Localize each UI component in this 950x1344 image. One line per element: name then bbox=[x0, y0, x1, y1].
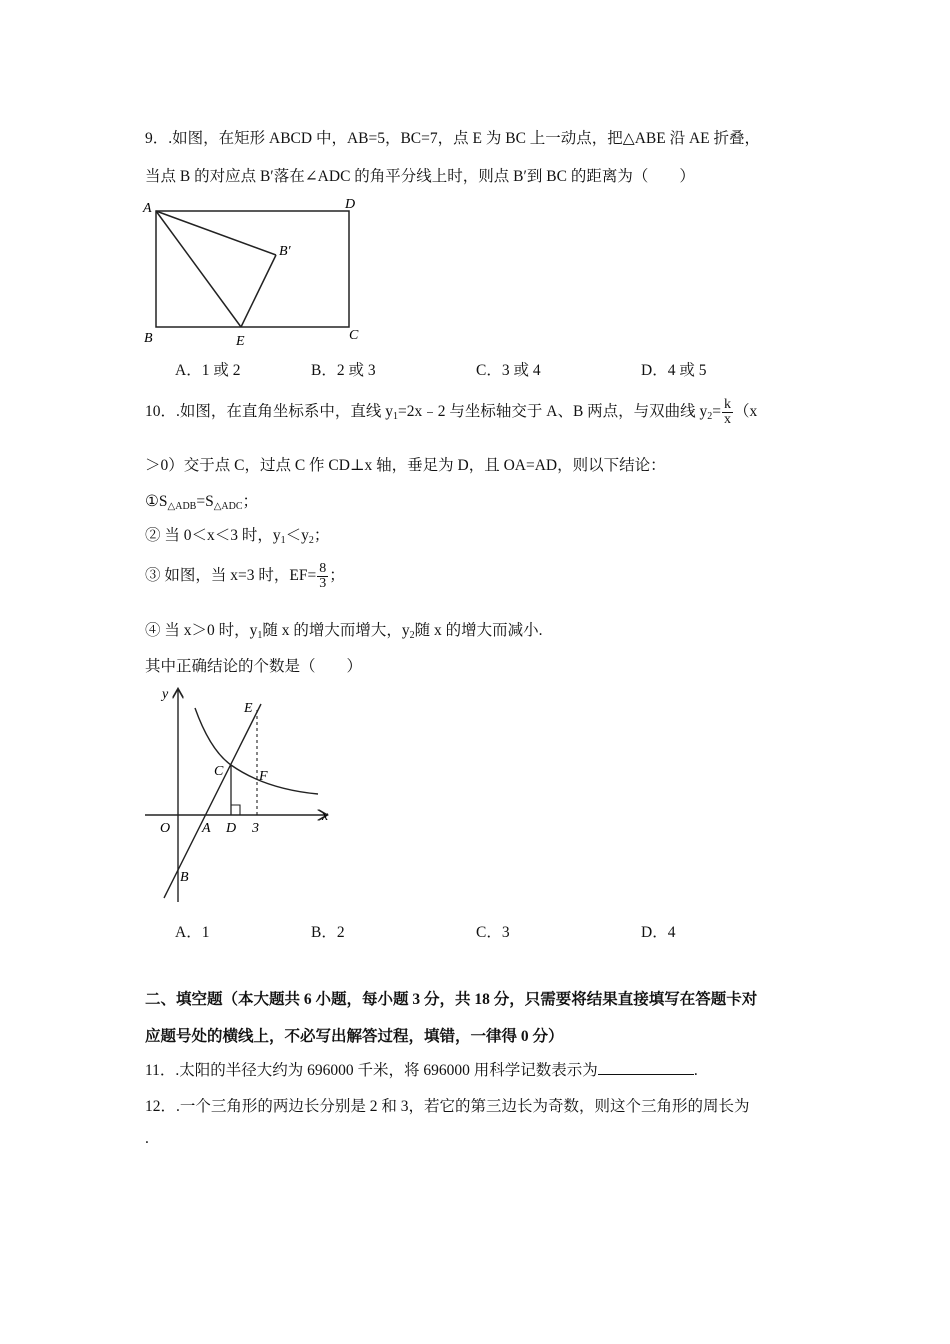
q10-option-d[interactable]: D．4 bbox=[641, 924, 676, 941]
q9-option-d[interactable]: D．4 或 5 bbox=[641, 362, 707, 379]
right-angle-mark bbox=[231, 805, 240, 815]
label-d: D bbox=[226, 821, 237, 836]
fraction-8-over-3: $\frac{8}{3}$ bbox=[319, 561, 327, 591]
label-b-prime: B′ bbox=[279, 244, 291, 259]
q10-figure bbox=[140, 682, 340, 907]
label-y: y bbox=[162, 687, 169, 702]
q10-option-a[interactable]: A．1 bbox=[175, 924, 210, 941]
segment-ae bbox=[156, 211, 241, 327]
section2-heading-line1: 二、填空题（本大题共 6 小题，每小题 3 分，共 18 分，只需要将结果直接填写在答题卡对 bbox=[145, 991, 758, 1008]
q9-option-a[interactable]: A．1 或 2 bbox=[175, 362, 241, 379]
label-3: 3 bbox=[252, 821, 259, 836]
q10-conclusion-2: ② 当 0＜x＜3 时，$y_1<y_2$； bbox=[145, 527, 330, 546]
label-f: F bbox=[259, 769, 268, 784]
q12-text-line1: 12．.一个三角形的两边长分别是 2 和 3，若它的第三边长为奇数，则这个三角形的周长为 bbox=[145, 1098, 750, 1115]
rectangle-abcd bbox=[156, 211, 349, 327]
hyperbola-y2 bbox=[195, 708, 318, 794]
label-e: E bbox=[244, 701, 253, 716]
q10-conclusion-3: ③ 如图，当 x=3 时，EF= $\frac{8}{3}$ ； bbox=[145, 561, 345, 591]
q10-question: 其中正确结论的个数是（ ） bbox=[145, 658, 363, 675]
q10-conclusion-4: ④ 当 x＞0 时，$y_1$随 x 的增大而增大，$y_2$随 x 的增大而减小. bbox=[145, 622, 543, 641]
label-c: C bbox=[214, 764, 224, 779]
label-a: A bbox=[143, 201, 152, 216]
label-d: D bbox=[345, 197, 356, 212]
label-b: B bbox=[144, 331, 153, 346]
segment-ab-prime bbox=[156, 211, 276, 255]
q9-figure bbox=[140, 192, 370, 347]
q9-option-b[interactable]: B．2 或 3 bbox=[311, 362, 376, 379]
q10-text-line2: ＞0）交于点 C，过点 C 作 CD⊥x 轴，垂足为 D，且 OA=AD，则以下结论： bbox=[145, 457, 666, 474]
q11-answer-blank[interactable] bbox=[598, 1060, 694, 1075]
label-a: A bbox=[202, 821, 211, 836]
label-b: B bbox=[180, 870, 189, 885]
q10-option-c[interactable]: C．3 bbox=[476, 924, 510, 941]
segment-eb-prime bbox=[241, 255, 276, 327]
label-e: E bbox=[236, 334, 245, 347]
q9-text-line2: 当点 B 的对应点 B′落在∠ADC 的角平分线上时，则点 B′到 BC 的距离为（ ） bbox=[145, 168, 695, 185]
q10-conclusion-1: $①S_{\triangle ADB}=S_{\triangle ADC}$； bbox=[145, 493, 259, 512]
label-c: C bbox=[349, 328, 359, 343]
q10-text-line1: 10．.如图，在直角坐标系中，直线 $y_1=2x﹣2$ 与坐标轴交于 A、B 两点，与双曲线 $y_2=$ $\frac{k}{x}$ （x bbox=[145, 397, 758, 427]
q12-text-line2: . bbox=[145, 1130, 149, 1147]
fraction-k-over-x: $\frac{k}{x}$ bbox=[724, 397, 732, 427]
q10-option-b[interactable]: B．2 bbox=[311, 924, 345, 941]
q9-option-c[interactable]: C．3 或 4 bbox=[476, 362, 541, 379]
section2-heading-line2: 应题号处的横线上，不必写出解答过程，填错，一律得 0 分） bbox=[145, 1028, 564, 1045]
q11-text: 11．.太阳的半径大约为 696000 千米，将 696000 用科学记数表示为 . bbox=[145, 1062, 698, 1079]
label-o: O bbox=[160, 821, 171, 836]
q9-text-line1: 9．.如图，在矩形 ABCD 中，AB=5，BC=7，点 E 为 BC 上一动点，把△ABE 沿 AE 折叠， bbox=[145, 130, 760, 147]
label-x: x bbox=[322, 809, 329, 824]
